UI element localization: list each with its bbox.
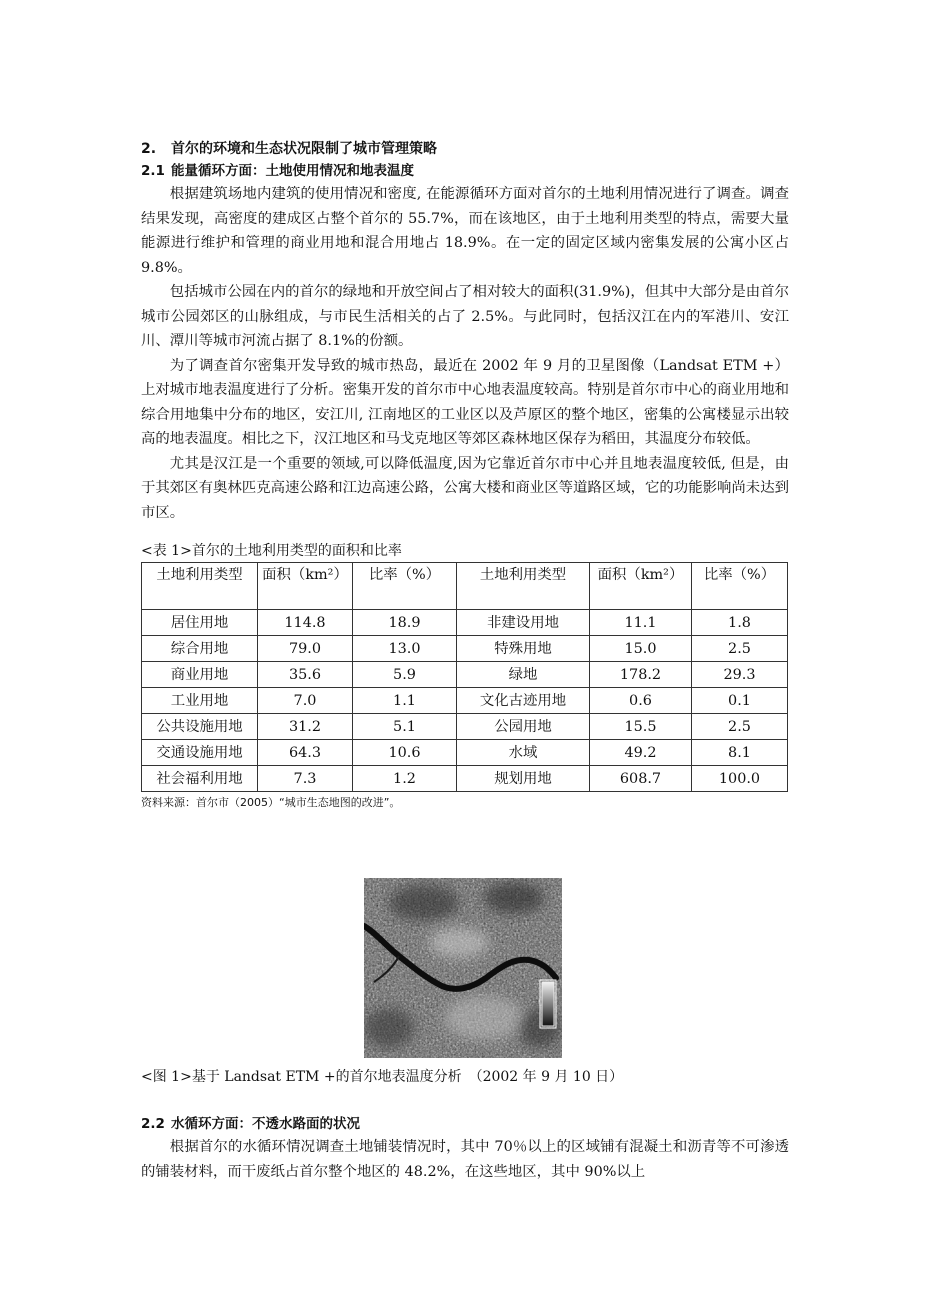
table-header-cell: 比率（%） bbox=[353, 563, 457, 610]
table-cell: 64.3 bbox=[258, 740, 353, 766]
table-cell: 7.0 bbox=[258, 688, 353, 714]
table-cell: 10.6 bbox=[353, 740, 457, 766]
table-cell: 文化古迹用地 bbox=[457, 688, 590, 714]
table-cell: 水域 bbox=[457, 740, 590, 766]
table-row bbox=[142, 662, 788, 688]
table-cell: 0.6 bbox=[590, 688, 692, 714]
table-cell: 2.5 bbox=[692, 636, 788, 662]
table-cell: 社会福利用地 bbox=[142, 766, 258, 792]
paragraph-water-cycle: 根据首尔的水循环情况调查土地铺装情况时，其中 70％以上的区域铺有混凝土和沥青等不可渗透的铺装材料，而干废纸占首尔整个地区的 48.2%，在这些地区，其中 90%以上 bbox=[141, 1139, 789, 1180]
table-row bbox=[142, 740, 788, 766]
table-header-cell: 土地利用类型 bbox=[457, 563, 590, 610]
subsection-number: 2.2 bbox=[141, 1116, 165, 1132]
table-cell: 5.9 bbox=[353, 662, 457, 688]
table-cell: 608.7 bbox=[590, 766, 692, 792]
table-caption: <表 1>首尔的土地利用类型的面积和比率 bbox=[141, 543, 402, 559]
table-cell: 公共设施用地 bbox=[142, 714, 258, 740]
table-cell: 79.0 bbox=[258, 636, 353, 662]
table-row bbox=[142, 766, 788, 792]
satellite-temperature-map bbox=[364, 878, 562, 1058]
table-cell: 2.5 bbox=[692, 714, 788, 740]
table-cell: 1.8 bbox=[692, 610, 788, 636]
paragraph-land-use: 根据建筑场地内建筑的使用情况和密度, 在能源循环方面对首尔的土地利用情况进行了调查。调查结果发现，高密度的建成区占整个首尔的 55.7%，而在该地区，由于土地利用类型的特点，需要大量能源进行维护和管理的商业用地和混合用地占 18.9%。在一定的固定区域内密集发展的公寓小区占 9.8%。 bbox=[141, 186, 789, 276]
table-row bbox=[142, 714, 788, 740]
table-row bbox=[142, 636, 788, 662]
table-cell: 1.2 bbox=[353, 766, 457, 792]
paragraph-han-river: 尤其是汉江是一个重要的领域,可以降低温度,因为它靠近首尔市中心并且地表温度较低, 但是，由于其郊区有奥林匹克高速公路和江边高速公路，公寓大楼和商业区等道路区域，它的功能影响尚未达到市区。 bbox=[141, 455, 789, 521]
table-header-cell: 面积（km²） bbox=[258, 563, 353, 610]
table-cell: 居住用地 bbox=[142, 610, 258, 636]
table-cell: 5.1 bbox=[353, 714, 457, 740]
table-header-row bbox=[142, 563, 788, 610]
table-cell: 178.2 bbox=[590, 662, 692, 688]
table-row bbox=[142, 688, 788, 714]
table-cell: 特殊用地 bbox=[457, 636, 590, 662]
table-cell: 15.5 bbox=[590, 714, 692, 740]
table-cell: 公园用地 bbox=[457, 714, 590, 740]
table-cell: 商业用地 bbox=[142, 662, 258, 688]
table-cell: 15.0 bbox=[590, 636, 692, 662]
table-cell: 非建设用地 bbox=[457, 610, 590, 636]
table-cell: 114.8 bbox=[258, 610, 353, 636]
table-header-cell: 面积（km²） bbox=[590, 563, 692, 610]
figure-caption: <图 1>基于 Landsat ETM +的首尔地表温度分析 （2002 年 9 月 10 日） bbox=[141, 1069, 624, 1085]
subsection-title: 能量循环方面：土地使用情况和地表温度 bbox=[171, 163, 414, 179]
main-content bbox=[141, 138, 789, 812]
paragraph-green-space: 包括城市公园在内的首尔的绿地和开放空间占了相对较大的面积(31.9%)，但其中大部分是由首尔城市公园郊区的山脉组成，与市民生活相关的占了 2.5%。与此同时，包括汉江在内的军港川、安江川、潭川等城市河流占据了 8.1%的份额。 bbox=[141, 284, 789, 349]
table-cell: 29.3 bbox=[692, 662, 788, 688]
table-cell: 31.2 bbox=[258, 714, 353, 740]
subsection-title: 水循环方面：不透水路面的状况 bbox=[171, 1116, 360, 1132]
subsection-heading-2-2 bbox=[141, 1113, 789, 1135]
table-cell: 13.0 bbox=[353, 636, 457, 662]
table-cell: 规划用地 bbox=[457, 766, 590, 792]
table-cell: 7.3 bbox=[258, 766, 353, 792]
satellite-image bbox=[364, 878, 562, 1058]
table-header-cell: 比率（%） bbox=[692, 563, 788, 610]
table-cell: 综合用地 bbox=[142, 636, 258, 662]
table-cell: 49.2 bbox=[590, 740, 692, 766]
table-cell: 绿地 bbox=[457, 662, 590, 688]
table-source-note: 资料来源：首尔市（2005）“城市生态地图的改进”。 bbox=[141, 796, 401, 809]
table-cell: 18.9 bbox=[353, 610, 457, 636]
subsection-heading-2-1 bbox=[141, 160, 789, 182]
section-title: 首尔的环境和生态状况限制了城市管理策略 bbox=[171, 141, 437, 157]
table-cell: 0.1 bbox=[692, 688, 788, 714]
subsection-number: 2.1 bbox=[141, 163, 165, 179]
paragraph-heat-island: 为了调查首尔密集开发导致的城市热岛，最近在 2002 年 9 月的卫星图像（Landsat ETM +）上对城市地表温度进行了分析。密集开发的首尔市中心地表温度较高。特别是首尔市中心的商业用地和综合用地集中分布的地区，安江川, 江南地区的工业区以及芦原区的整个地区，密集的公寓楼显示出较高的地表温度。相比之下，汉江地区和马戈克地区等郊区森林地区保存为稻田，其温度分布较低。 bbox=[141, 357, 789, 447]
table-cell: 工业用地 bbox=[142, 688, 258, 714]
table-cell: 交通设施用地 bbox=[142, 740, 258, 766]
section-2-2 bbox=[141, 1113, 789, 1184]
table-cell: 8.1 bbox=[692, 740, 788, 766]
table-row bbox=[142, 610, 788, 636]
section-number: 2. bbox=[141, 141, 157, 157]
table-header-cell: 土地利用类型 bbox=[142, 563, 258, 610]
table-cell: 100.0 bbox=[692, 766, 788, 792]
land-use-table bbox=[141, 562, 788, 792]
table-cell: 35.6 bbox=[258, 662, 353, 688]
section-heading bbox=[141, 138, 789, 160]
table-cell: 1.1 bbox=[353, 688, 457, 714]
table-cell: 11.1 bbox=[590, 610, 692, 636]
